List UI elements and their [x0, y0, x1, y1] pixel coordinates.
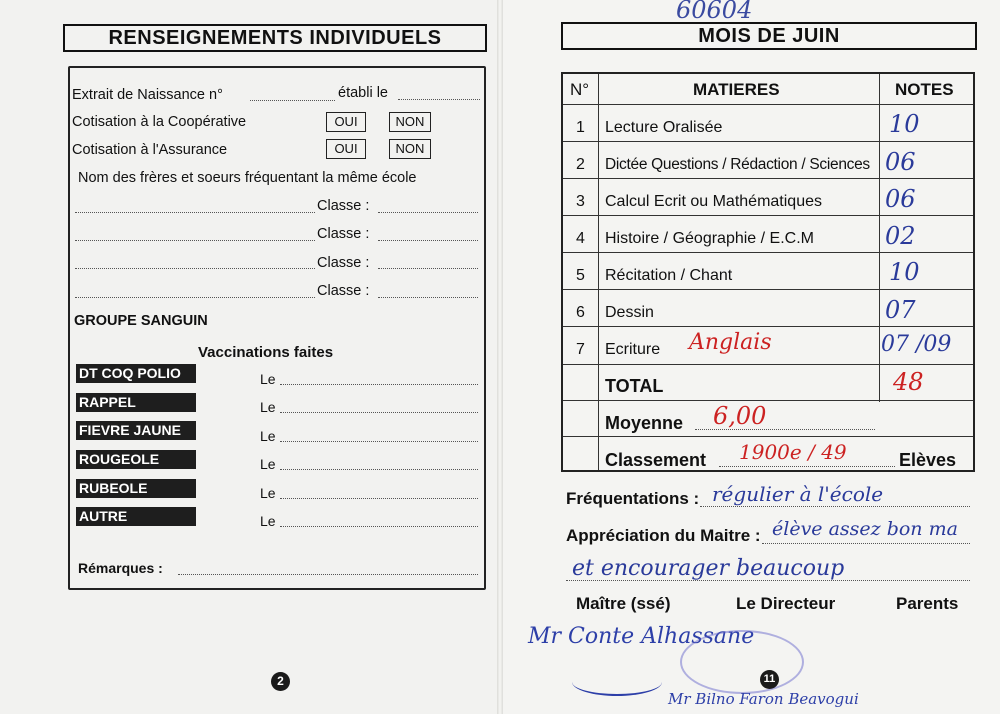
left-header: RENSEIGNEMENTS INDIVIDUELS	[63, 24, 487, 52]
subject-name: Calcul Ecrit ou Mathématiques	[605, 193, 822, 210]
siblings-label: Nom des frères et soeurs fréquentant la même école	[78, 170, 417, 186]
vaccine-line-5	[280, 498, 478, 499]
subject-name: Récitation / Chant	[605, 267, 733, 284]
class-line-1	[378, 212, 478, 213]
issued-on-line	[398, 99, 480, 100]
teacher-signature-scribble	[572, 668, 662, 696]
subject-grade: 06	[885, 148, 916, 176]
subject-grade: 07 /09	[881, 332, 952, 357]
vaccine-rougeole: ROUGEOLE	[76, 450, 196, 469]
vaccine-line-3	[280, 441, 478, 442]
subject-grade: 10	[889, 258, 920, 286]
row-line-average	[563, 436, 973, 437]
parents-label: Parents	[896, 594, 959, 613]
class-label-2: Classe :	[317, 226, 370, 242]
birth-extract-label: Extrait de Naissance n°	[72, 87, 223, 103]
teacher-signature: Mr Conte Alhassane	[528, 624, 755, 649]
row-line-total	[563, 400, 973, 401]
birth-extract-line	[250, 100, 335, 101]
rank-value: 1900e / 49	[739, 440, 847, 464]
subject-name: Lecture Oralisée	[605, 119, 723, 136]
subject-grade: 07	[885, 296, 916, 324]
class-label-3: Classe :	[317, 255, 370, 271]
subject-name: Histoire / Géographie / E.C.M	[605, 230, 814, 247]
row-line-1	[563, 141, 973, 142]
vaccine-le-1: Le	[260, 371, 276, 387]
class-line-2	[378, 240, 478, 241]
row-line-header	[563, 104, 973, 105]
col-header-subjects: MATIERES	[693, 80, 780, 99]
vaccine-dt-coq-polio: DT COQ POLIO	[76, 364, 196, 383]
vaccine-le-3: Le	[260, 428, 276, 444]
subject-grade: 02	[885, 222, 916, 250]
row-line-4	[563, 252, 973, 253]
vaccine-le-4: Le	[260, 456, 276, 472]
vaccine-le-2: Le	[260, 399, 276, 415]
col-divider-2	[879, 74, 880, 402]
appreciation-line-1	[762, 543, 970, 544]
row-line-6	[563, 326, 973, 327]
stamp-number: 60604	[676, 0, 753, 24]
vaccine-line-4	[280, 469, 478, 470]
remarks-line	[178, 574, 478, 575]
attendance-label: Fréquentations :	[566, 489, 700, 508]
coop-yes-box[interactable]: OUI	[326, 112, 366, 132]
appreciation-text-1: élève assez bon ma	[772, 518, 958, 540]
row-line-3	[563, 215, 973, 216]
vaccine-rubeole: RUBEOLE	[76, 479, 196, 498]
attendance-line	[700, 506, 970, 507]
rank-label: Classement	[605, 450, 707, 470]
subject-grade: 06	[885, 185, 916, 213]
director-signature: Mr Bilno Faron Beavogui	[668, 690, 859, 708]
class-line-4	[378, 297, 478, 298]
issued-on-label: établi le	[338, 85, 388, 101]
subject-number: 2	[576, 156, 585, 173]
insurance-no-box[interactable]: NON	[389, 139, 431, 159]
students-label: Elèves	[899, 450, 957, 470]
insurance-yes-box[interactable]: OUI	[326, 139, 366, 159]
class-line-3	[378, 268, 478, 269]
director-label: Le Directeur	[736, 594, 836, 613]
page-number-right: 11	[760, 670, 779, 689]
insurance-label: Cotisation à l'Assurance	[72, 142, 228, 158]
class-label-1: Classe :	[317, 198, 370, 214]
vaccine-le-6: Le	[260, 513, 276, 529]
subject-number: 1	[576, 119, 585, 136]
sibling-line-4	[75, 297, 315, 298]
subject-name: Ecriture	[605, 341, 661, 358]
vaccine-autre: AUTRE	[76, 507, 196, 526]
page-number-left: 2	[271, 672, 290, 691]
vaccinations-title: Vaccinations faites	[198, 344, 334, 361]
subject-number: 3	[576, 193, 585, 210]
sibling-line-3	[75, 268, 315, 269]
row-line-7	[563, 364, 973, 365]
col-divider-1	[598, 74, 599, 470]
coop-label: Cotisation à la Coopérative	[72, 114, 247, 130]
subject-number: 5	[576, 267, 585, 284]
sibling-line-1	[75, 212, 315, 213]
total-label: TOTAL	[605, 376, 664, 396]
vaccine-fievre-jaune: FIEVRE JAUNE	[76, 421, 196, 440]
school-stamp	[680, 630, 804, 694]
attendance-value: régulier à l'école	[712, 482, 884, 506]
blood-group-label: GROUPE SANGUIN	[74, 313, 208, 329]
average-value: 6,00	[713, 402, 767, 430]
subject-number: 7	[576, 341, 585, 358]
teacher-label: Maître (ssé)	[576, 594, 671, 613]
total-value: 48	[893, 368, 924, 396]
subject-number: 6	[576, 304, 585, 321]
appreciation-text-2: et encourager beaucoup	[572, 556, 845, 581]
right-header: MOIS DE JUIN	[561, 22, 977, 50]
vaccine-rappel: RAPPEL	[76, 393, 196, 412]
rank-line	[719, 466, 895, 467]
appreciation-label: Appréciation du Maitre :	[566, 526, 761, 545]
row-line-2	[563, 178, 973, 179]
row-line-5	[563, 289, 973, 290]
subject-name: Dessin	[605, 304, 654, 321]
remarks-label: Rémarques :	[78, 560, 163, 576]
subject-grade: 10	[889, 110, 920, 138]
coop-no-box[interactable]: NON	[389, 112, 431, 132]
subject-name: Dictée Questions / Rédaction / Sciences	[605, 156, 870, 173]
vaccine-line-2	[280, 412, 478, 413]
subject-handnote: Anglais	[689, 330, 772, 355]
sibling-line-2	[75, 240, 315, 241]
grades-table	[561, 72, 975, 472]
col-header-grades: NOTES	[895, 80, 954, 99]
vaccine-line-1	[280, 384, 478, 385]
vaccine-le-5: Le	[260, 485, 276, 501]
class-label-4: Classe :	[317, 283, 370, 299]
col-header-no: N°	[570, 80, 590, 99]
subject-number: 4	[576, 230, 585, 247]
average-label: Moyenne	[605, 413, 684, 433]
vaccine-line-6	[280, 526, 478, 527]
